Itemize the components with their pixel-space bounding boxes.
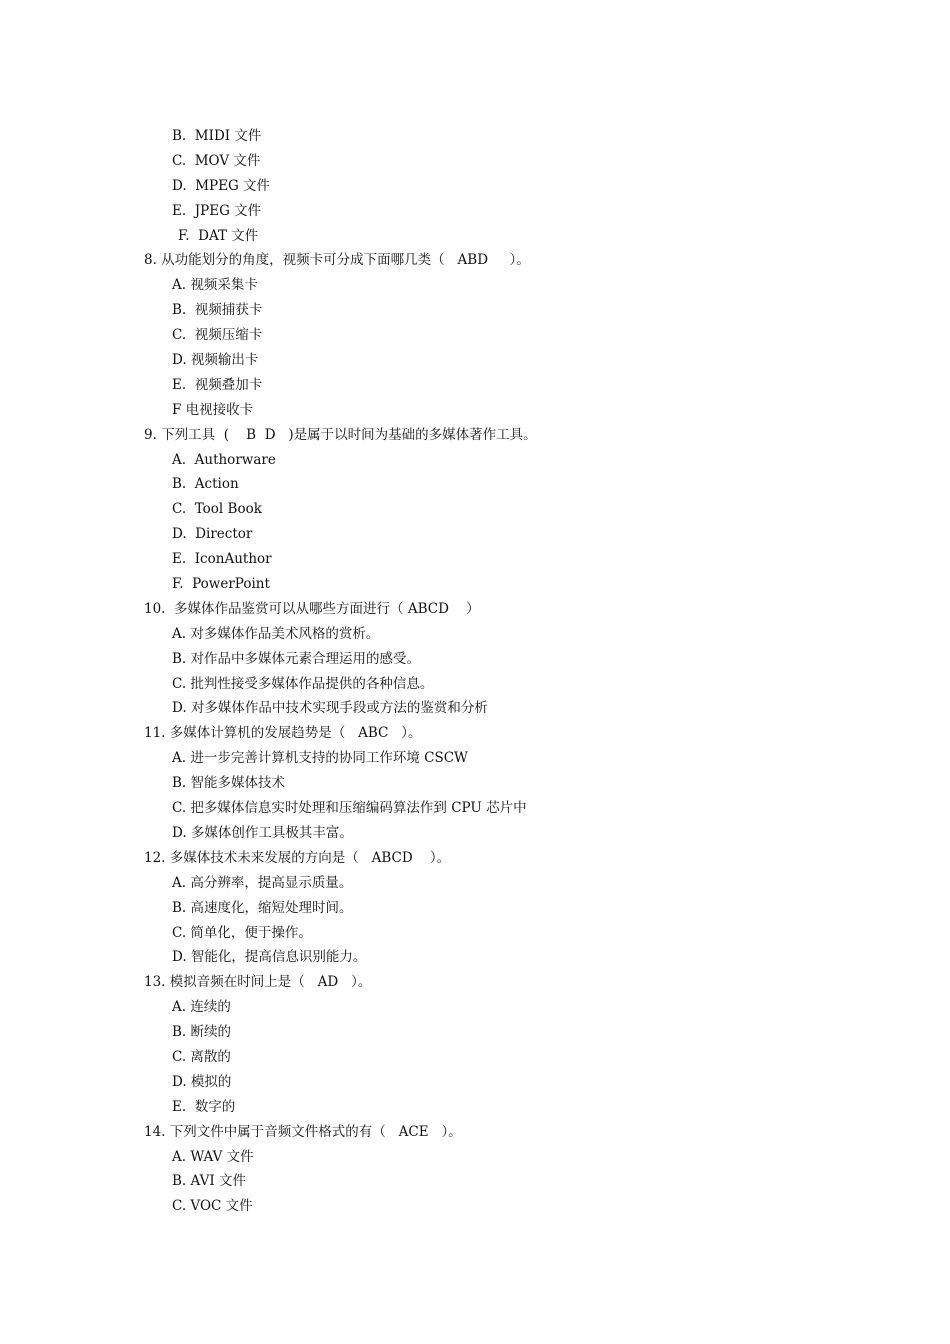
option-text: A. Authorware: [172, 451, 276, 468]
option-text: A. 连续的: [172, 999, 231, 1016]
option-text: E. 视频叠加卡: [172, 376, 263, 393]
option-text: C. 视频压缩卡: [172, 327, 263, 344]
option-text: B. 视频捕获卡: [172, 302, 263, 319]
option-text: D. MPEG 文件: [172, 177, 271, 194]
option-text: F. DAT 文件: [178, 227, 259, 244]
option-text: B. AVI 文件: [172, 1173, 246, 1190]
question-text: 13. 模拟音频在时间上是（ AD ）。: [144, 974, 372, 991]
option-text: B. Action: [172, 476, 239, 493]
option-text: E. 数字的: [172, 1098, 236, 1115]
question-list: [0, 124, 950, 1219]
option-text: A. 对多媒体作品美术风格的赏析。: [172, 625, 380, 642]
option-text: D. Director: [172, 526, 253, 543]
option-text: C. 批判性接受多媒体作品提供的各种信息。: [172, 675, 434, 692]
option-text: E. JPEG 文件: [172, 202, 262, 219]
option-text: F. PowerPoint: [172, 576, 270, 593]
option-text: D. 多媒体创作工具极其丰富。: [172, 824, 353, 841]
option-text: C. Tool Book: [172, 501, 262, 518]
option-text: D. 视频输出卡: [172, 352, 259, 369]
option-text: B. MIDI 文件: [172, 128, 262, 144]
option-text: F 电视接收卡: [172, 401, 254, 418]
option-text: B. 对作品中多媒体元素合理运用的感受。: [172, 650, 421, 667]
option-text: C. 简单化，便于操作。: [172, 924, 312, 941]
option-text: B. 高速度化，缩短处理时间。: [172, 899, 353, 916]
option-text: A. WAV 文件: [172, 1148, 254, 1165]
option-text: E. IconAuthor: [172, 551, 272, 568]
option-text: A. 视频采集卡: [172, 277, 258, 294]
option-text: C. 离散的: [172, 1048, 231, 1065]
option-text: B. 智能多媒体技术: [172, 775, 286, 792]
question-text: 10. 多媒体作品鉴赏可以从哪些方面进行（ ABCD ）: [144, 600, 480, 617]
option-text: A. 高分辨率，提高显示质量。: [172, 874, 353, 891]
question-text: 9. 下列工具 ( B D )是属于以时间为基础的多媒体著作工具。: [144, 426, 537, 443]
option-text: D. 模拟的: [172, 1073, 232, 1090]
option-text: A. 进一步完善计算机支持的协同工作环境 CSCW: [172, 750, 468, 767]
option-text: C. 把多媒体信息实时处理和压缩编码算法作到 CPU 芯片中: [172, 800, 527, 817]
option-text: C. VOC 文件: [172, 1198, 253, 1215]
option-text: D. 对多媒体作品中技术实现手段或方法的鉴赏和分析: [172, 700, 488, 717]
option-text: C. MOV 文件: [172, 152, 261, 169]
question-text: 12. 多媒体技术未来发展的方向是（ ABCD ）。: [144, 849, 451, 866]
question-text: 11. 多媒体计算机的发展趋势是（ ABC ）。: [144, 725, 422, 742]
question-text: 14. 下列文件中属于音频文件格式的有（ ACE ）。: [144, 1123, 462, 1140]
option-text: D. 智能化，提高信息识别能力。: [172, 949, 367, 966]
question-text: 8. 从功能划分的角度，视频卡可分成下面哪几类（ ABD ）。: [144, 252, 530, 269]
option-text: B. 断续的: [172, 1024, 232, 1041]
